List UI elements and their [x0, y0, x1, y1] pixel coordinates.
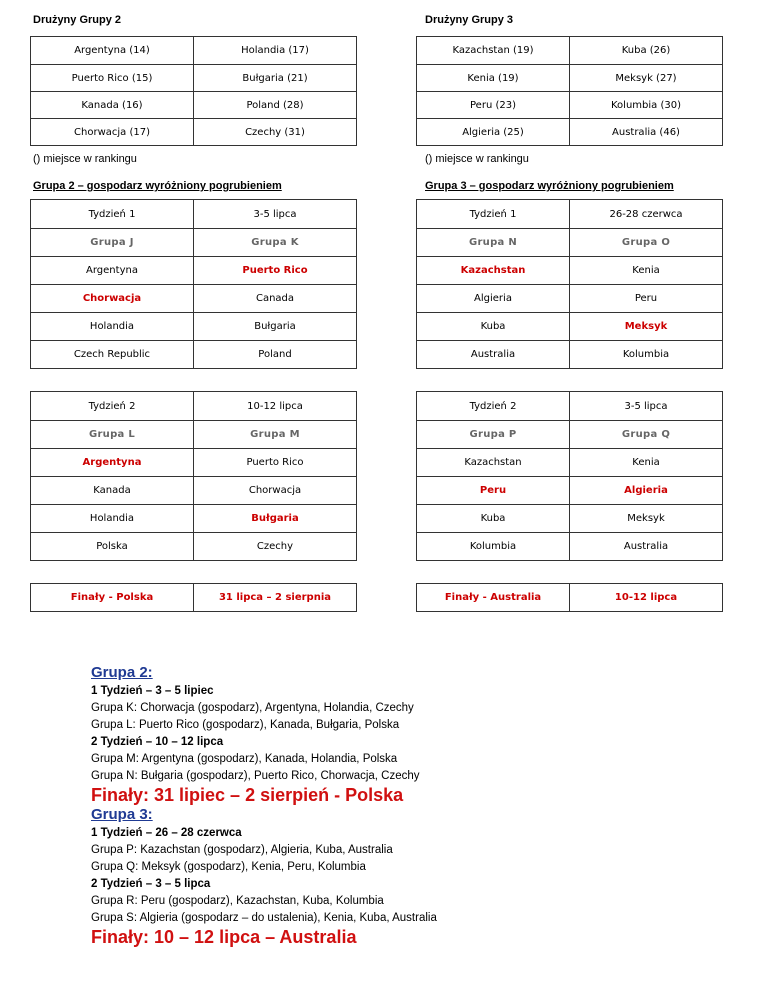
host-team-cell: Algieria — [570, 477, 723, 505]
team-cell: Kenia — [570, 449, 723, 477]
group-label: Grupa P — [417, 421, 570, 449]
group3-summary-title: Grupa 3: — [91, 806, 153, 823]
team-cell: Algieria — [417, 285, 570, 313]
week-label: Tydzień 2 — [31, 392, 194, 421]
team-cell: Czechy — [194, 533, 357, 561]
finals-dates: 10-12 lipca — [570, 584, 723, 612]
team-cell: Kolumbia — [417, 533, 570, 561]
summary-week-line: 2 Tydzień – 3 – 5 lipca — [91, 878, 211, 890]
summary-group-line: Grupa R: Peru (gospodarz), Kazachstan, Kuba, Kolumbia — [91, 895, 384, 907]
summary-week-line: 2 Tydzień – 10 – 12 lipca — [91, 736, 224, 748]
team-cell: Chorwacja (17) — [31, 119, 194, 146]
summary-group-line: Grupa Q: Meksyk (gospodarz), Kenia, Peru, Kolumbia — [91, 861, 366, 873]
week-dates: 26-28 czerwca — [570, 200, 723, 229]
team-cell: Kolumbia (30) — [570, 92, 723, 119]
ranking-note: () miejsce w rankingu — [33, 153, 137, 165]
team-cell: Australia (46) — [570, 119, 723, 146]
team-cell: Poland — [194, 341, 357, 369]
group2-finals-line: Finały: 31 lipiec – 2 sierpień - Polska — [91, 785, 404, 805]
week-dates: 3-5 lipca — [194, 200, 357, 229]
finals-label: Finały - Australia — [417, 584, 570, 612]
week-dates: 10-12 lipca — [194, 392, 357, 421]
team-cell: Holandia — [31, 313, 194, 341]
group2-week1-table — [30, 199, 357, 369]
group3-heading: Drużyny Grupy 3 — [425, 14, 514, 26]
group3-schedule-heading: Grupa 3 – gospodarz wyróżniony pogrubieniem — [425, 180, 674, 192]
team-cell: Puerto Rico — [194, 449, 357, 477]
group-label: Grupa L — [31, 421, 194, 449]
host-team-cell: Bułgaria — [194, 505, 357, 533]
team-cell: Bułgaria — [194, 313, 357, 341]
ranking-note: () miejsce w rankingu — [425, 153, 529, 165]
host-team-cell: Puerto Rico — [194, 257, 357, 285]
team-cell: Argentyna (14) — [31, 37, 194, 65]
summary-group-line: Grupa P: Kazachstan (gospodarz), Algieria, Kuba, Australia — [91, 844, 393, 856]
team-cell: Kanada — [31, 477, 194, 505]
group2-week2-table — [30, 391, 357, 561]
week-label: Tydzień 2 — [417, 392, 570, 421]
team-cell: Kenia (19) — [417, 65, 570, 92]
team-cell: Poland (28) — [194, 92, 357, 119]
team-cell: Australia — [417, 341, 570, 369]
team-cell: Kanada (16) — [31, 92, 194, 119]
host-team-cell: Chorwacja — [31, 285, 194, 313]
group2-schedule-heading: Grupa 2 – gospodarz wyróżniony pogrubieniem — [33, 180, 282, 192]
group2-summary-title: Grupa 2: — [91, 664, 153, 681]
week-dates: 3-5 lipca — [570, 392, 723, 421]
summary-group-line: Grupa N: Bułgaria (gospodarz), Puerto Rico, Chorwacja, Czechy — [91, 770, 420, 782]
team-cell: Bułgaria (21) — [194, 65, 357, 92]
team-cell: Canada — [194, 285, 357, 313]
team-cell: Puerto Rico (15) — [31, 65, 194, 92]
summary-group-line: Grupa S: Algieria (gospodarz – do ustalenia), Kenia, Kuba, Australia — [91, 912, 437, 924]
team-cell: Kazachstan — [417, 449, 570, 477]
team-cell: Australia — [570, 533, 723, 561]
team-cell: Chorwacja — [194, 477, 357, 505]
team-cell: Meksyk — [570, 505, 723, 533]
team-cell: Peru (23) — [417, 92, 570, 119]
host-team-cell: Meksyk — [570, 313, 723, 341]
team-cell: Peru — [570, 285, 723, 313]
team-cell: Holandia (17) — [194, 37, 357, 65]
team-cell: Kenia — [570, 257, 723, 285]
group2-finals-table — [30, 583, 357, 612]
team-cell: Czechy (31) — [194, 119, 357, 146]
group3-week1-table — [416, 199, 723, 369]
group-label: Grupa Q — [570, 421, 723, 449]
summary-group-line: Grupa K: Chorwacja (gospodarz), Argentyna, Holandia, Czechy — [91, 702, 414, 714]
team-cell: Algieria (25) — [417, 119, 570, 146]
team-cell: Meksyk (27) — [570, 65, 723, 92]
summary-group-line: Grupa L: Puerto Rico (gospodarz), Kanada, Bułgaria, Polska — [91, 719, 400, 731]
group3-week2-table — [416, 391, 723, 561]
group-label: Grupa O — [570, 229, 723, 257]
team-cell: Kuba (26) — [570, 37, 723, 65]
summary-section — [91, 664, 437, 946]
group2-teams-table — [30, 36, 357, 146]
week-label: Tydzień 1 — [417, 200, 570, 229]
summary-group-line: Grupa M: Argentyna (gospodarz), Kanada, Holandia, Polska — [91, 753, 398, 765]
group3-teams-table — [416, 36, 723, 146]
group2-heading: Drużyny Grupy 2 — [33, 14, 122, 26]
group-label: Grupa J — [31, 229, 194, 257]
summary-week-line: 1 Tydzień – 3 – 5 lipiec — [91, 685, 214, 697]
group3-finals-line: Finały: 10 – 12 lipca – Australia — [91, 927, 357, 947]
finals-label: Finały - Polska — [31, 584, 194, 612]
team-cell: Polska — [31, 533, 194, 561]
group-label: Grupa M — [194, 421, 357, 449]
team-cell: Czech Republic — [31, 341, 194, 369]
group-label: Grupa K — [194, 229, 357, 257]
team-cell: Holandia — [31, 505, 194, 533]
host-team-cell: Kazachstan — [417, 257, 570, 285]
summary-week-line: 1 Tydzień – 26 – 28 czerwca — [91, 827, 242, 839]
group-label: Grupa N — [417, 229, 570, 257]
team-cell: Kuba — [417, 505, 570, 533]
team-cell: Kolumbia — [570, 341, 723, 369]
host-team-cell: Peru — [417, 477, 570, 505]
team-cell: Argentyna — [31, 257, 194, 285]
week-label: Tydzień 1 — [31, 200, 194, 229]
team-cell: Kuba — [417, 313, 570, 341]
host-team-cell: Argentyna — [31, 449, 194, 477]
team-cell: Kazachstan (19) — [417, 37, 570, 65]
group3-finals-table — [416, 583, 723, 612]
finals-dates: 31 lipca – 2 sierpnia — [194, 584, 357, 612]
